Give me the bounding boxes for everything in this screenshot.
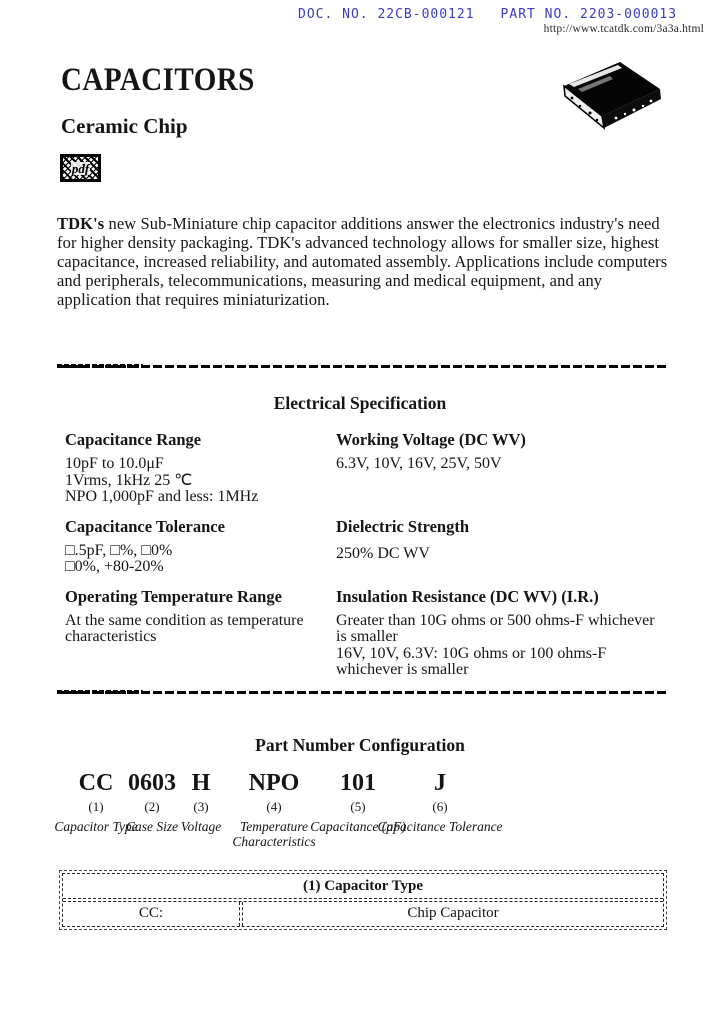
pnc-segment-temperature-characteristics: NPO (4) Temperature Characteristics <box>232 770 316 849</box>
electrical-spec-grid <box>65 430 667 690</box>
intro-lead: TDK's <box>57 214 105 233</box>
pnc-segment-capacitance-tolerance: J (6) Capacitance Tolerance <box>377 770 503 834</box>
pnc-segment-voltage: H (3) Voltage <box>180 770 222 834</box>
spec-row <box>65 587 667 679</box>
pnc-segment-capacitor-type: CC (1) Capacitor Type <box>54 770 138 834</box>
spec-cell-dielectric-strength: Dielectric Strength 250% DC WV <box>336 516 470 562</box>
intro-body: new Sub-Miniature chip capacitor additions answer the electronics industry's need for higher density packaging. TDK's advanced technology allows for smaller size, highest capacitance, increased reliability, and automated assembly. Applications include computers and peripherals, telecommunications, measuring and medical equipment, and any application that requires miniaturization. <box>57 214 668 309</box>
table-cell-description: Chip Capacitor <box>242 902 663 926</box>
chip-capacitor-image <box>550 56 670 136</box>
spec-cell-operating-temperature: Operating Temperature Range At the same condition as temperature characteristics <box>65 586 304 645</box>
part-number-heading: Part Number Configuration <box>255 735 465 755</box>
pnc-segment-capacitance: 101 (5) Capacitance (pF) <box>310 770 406 834</box>
pdf-icon-label: pdf <box>71 160 90 176</box>
pnc-segment-case-size: 0603 (2) Case Size <box>125 770 179 834</box>
spec-cell-insulation-resistance: Insulation Resistance (DC WV) (I.R.) Greater than 10G ohms or 500 ohms-F whichever is smaller 16V, 10V, 6.3V: 10G ohms or 100 ohms-F whichever is smaller <box>336 586 655 678</box>
spec-row <box>65 430 667 506</box>
spec-cell-working-voltage: Working Voltage (DC WV) 6.3V, 10V, 16V, 25V, 50V <box>336 430 526 472</box>
spec-cell-capacitance-range: Capacitance Range 10pF to 10.0μF 1Vrms, 1kHz 25 ℃ NPO 1,000pF and less: 1MHz <box>65 430 259 505</box>
spec-cell-capacitance-tolerance: Capacitance Tolerance □.5pF, □%, □0% □0%, +80-20% <box>65 516 225 575</box>
pdf-icon[interactable] <box>60 154 101 182</box>
document-number-line <box>298 7 677 22</box>
page-title: CAPACITORS <box>61 62 255 98</box>
page-subtitle: Ceramic Chip <box>61 114 188 138</box>
section-divider <box>57 691 668 694</box>
doc-number: DOC. NO. 22CB-000121 <box>298 7 475 22</box>
section-divider <box>57 365 668 368</box>
table-cell-code: CC: <box>63 902 240 926</box>
source-url-link[interactable]: http://www.tcatdk.com/3a3a.html <box>543 23 704 35</box>
electrical-spec-heading: Electrical Specification <box>273 393 447 413</box>
table-row <box>63 901 663 926</box>
spec-row <box>65 517 667 576</box>
table-header: (1) Capacitor Type <box>63 874 663 899</box>
part-number: PART NO. 2203-000013 <box>500 7 678 22</box>
capacitor-type-table <box>62 873 664 927</box>
intro-paragraph <box>57 214 671 309</box>
